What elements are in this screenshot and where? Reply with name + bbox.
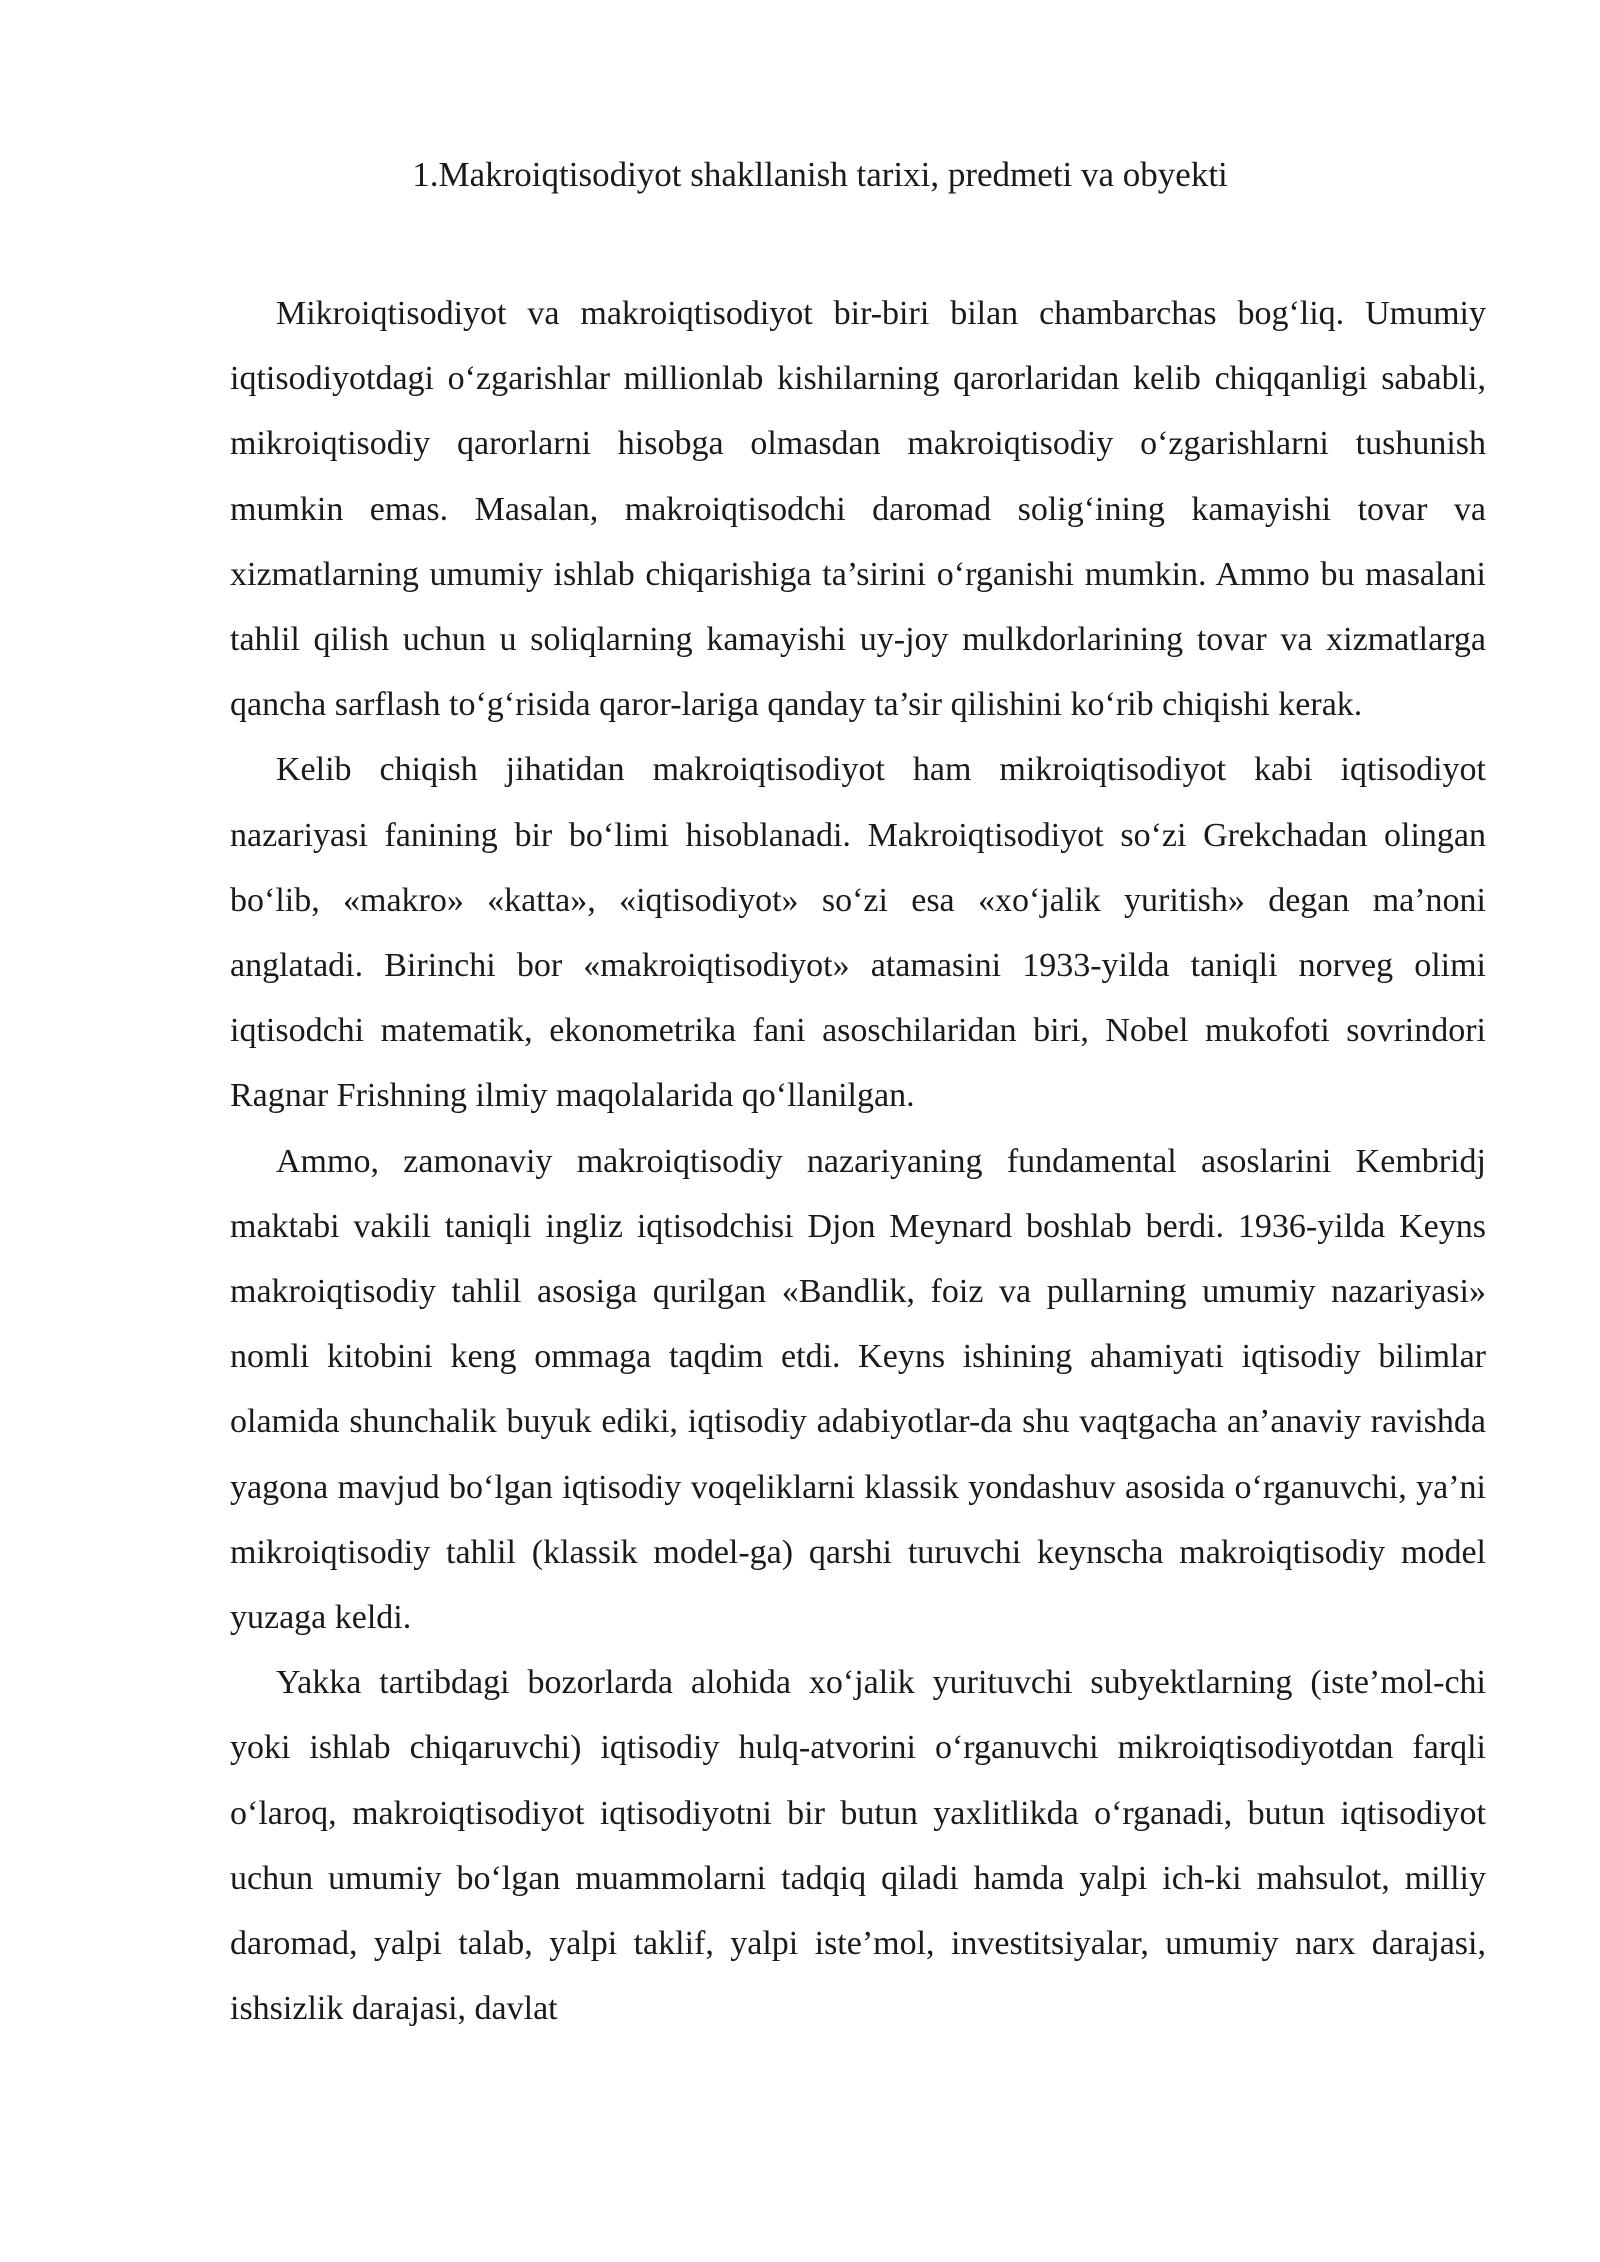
document-title: 1.Makroiqtisodiyot shakllanish tarixi, predmeti va obyekti (412, 155, 1228, 194)
paragraph-4: Yakka tartibdagi bozorlarda alohida xo‘jalik yurituvchi subyektlarning (iste’mol-chi yoki ishlab chiqaruvchi) iqtisodiy hulq-atvorini o‘rganuvchi mikroiqtisodiyotdan farqli o‘laroq, makroiqtisodiyot iqtisodiyotni bir butun yaxlitlikda o‘rganadi, butun iqtisodiyot uchun umumiy bo‘lgan muammolarni tadqiq qiladi hamda yalpi ich-ki mahsulot, milliy daromad, yalpi talab, yalpi taklif, yalpi iste’mol, investitsiyalar, umumiy narx darajasi, ishsizlik darajasi, davlat (230, 1664, 1486, 2028)
paragraph-1: Mikroiqtisodiyot va makroiqtisodiyot bir-biri bilan chambarchas bog‘liq. Umumiy iqtisodiyotdagi o‘zgarishlar millionlab kishilarning qarorlaridan kelib chiqqanligi sababli, mikroiqtisodiy qarorlarni hisobga olmasdan makroiqtisodiy o‘zgarishlarni tushunish mumkin emas. Masalan, makroiqtisodchi daromad solig‘ining kamayishi tovar va xizmatlarning umumiy ishlab chiqarishiga ta’sirini o‘rganishi mumkin. Ammo bu masalani tahlil qilish uchun u soliqlarning kamayishi uy-joy mulkdorlarining tovar va xizmatlarga qancha sarflash to‘g‘risida qaror-lariga qanday ta’sir qilishini ko‘rib chiqishi kerak. (230, 295, 1486, 724)
paragraph-3: Ammo, zamonaviy makroiqtisodiy nazariyaning fundamental asoslarini Kembridj maktabi vakili taniqli ingliz iqtisodchisi Djon Meynard boshlab berdi. 1936-yilda Keyns makroiqtisodiy tahlil asosiga qurilgan «Bandlik, foiz va pullarning umumiy nazariyasi» nomli kitobini keng ommaga taqdim etdi. Keyns ishining ahamiyati iqtisodiy bilimlar olamida shunchalik buyuk ediki, iqtisodiy adabiyotlar-da shu vaqtgacha an’anaviy ravishda yagona mavjud bo‘lgan iqtisodiy voqeliklarni klassik yondashuv asosida o‘rganuvchi, ya’ni mikroiqtisodiy tahlil (klassik model-ga) qarshi turuvchi keynscha makroiqtisodiy model yuzaga keldi. (230, 1142, 1486, 1637)
paragraph-2: Kelib chiqish jihatidan makroiqtisodiyot ham mikroiqtisodiyot kabi iqtisodiyot nazariyasi fanining bir bo‘limi hisoblanadi. Makroiqtisodiyot so‘zi Grekchadan olingan bo‘lib, «makro» «katta», «iqtisodiyot» so‘zi esa «xo‘jalik yuritish» degan ma’noni anglatadi. Birinchi bor «makroiqtisodiyot» atamasini 1933-yilda taniqli norveg olimi iqtisodchi matematik, ekonometrika fani asoschilaridan biri, Nobel mukofoti sovrindori Ragnar Frishning ilmiy maqolalarida qo‘llanilgan. (230, 751, 1486, 1115)
document-body (230, 281, 1486, 2041)
